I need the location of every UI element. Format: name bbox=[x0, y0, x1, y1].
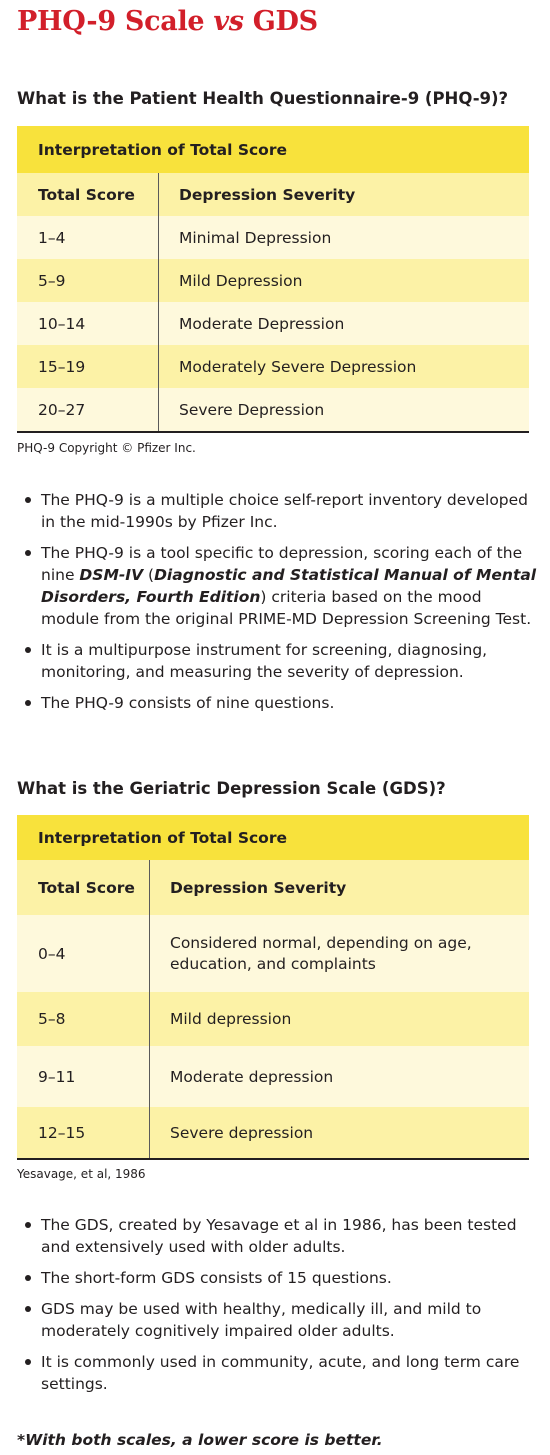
list-item: It is commonly used in community, acute, and long term care settings. bbox=[17, 1351, 537, 1395]
score-cell: 10–14 bbox=[17, 302, 159, 345]
gds-source-caption: Yesavage, et al, 1986 bbox=[17, 1167, 146, 1181]
dsm-full-title-emphasis: Diagnostic and Statistical Manual of Mental Disorders, Fourth Edition bbox=[41, 566, 537, 606]
footnote: *With both scales, a lower score is better. bbox=[17, 1431, 383, 1449]
list-item: The GDS, created by Yesavage et al in 1986, has been tested and extensively used with older adults. bbox=[17, 1214, 537, 1258]
list-item: It is a multipurpose instrument for screening, diagnosing, monitoring, and measuring the severity of depression. bbox=[17, 639, 537, 683]
severity-cell: Minimal Depression bbox=[179, 228, 332, 247]
severity-cell: Moderately Severe Depression bbox=[179, 357, 417, 376]
phq9-score-table bbox=[17, 126, 529, 433]
table-row bbox=[17, 915, 529, 992]
phq9-col-severity-header: Depression Severity bbox=[179, 185, 356, 204]
gds-bullet-list bbox=[17, 1214, 537, 1395]
severity-cell: Moderate Depression bbox=[179, 314, 345, 333]
severity-cell: Mild Depression bbox=[179, 271, 303, 290]
table-row bbox=[17, 345, 529, 388]
phq9-table-title: Interpretation of Total Score bbox=[17, 126, 529, 173]
phq9-bullet-list bbox=[17, 489, 537, 714]
gds-col-score-header: Total Score bbox=[17, 860, 150, 915]
table-row bbox=[17, 1046, 529, 1107]
phq9-question-heading: What is the Patient Health Questionnaire-9 (PHQ-9)? bbox=[17, 89, 509, 108]
severity-cell: Severe depression bbox=[170, 1123, 314, 1142]
score-cell: 1–4 bbox=[17, 216, 159, 259]
list-item: GDS may be used with healthy, medically ill, and mild to moderately cognitively impaired older adults. bbox=[17, 1298, 537, 1342]
phq9-copyright-caption: PHQ-9 Copyright © Pfizer Inc. bbox=[17, 441, 196, 455]
gds-column-header-row bbox=[17, 860, 529, 915]
score-cell: 15–19 bbox=[17, 345, 159, 388]
severity-cell: Severe Depression bbox=[179, 400, 325, 419]
table-row bbox=[17, 1107, 529, 1160]
table-row bbox=[17, 388, 529, 433]
score-cell: 20–27 bbox=[17, 388, 159, 431]
gds-table-title: Interpretation of Total Score bbox=[17, 815, 529, 860]
dsm-iv-emphasis: DSM-IV bbox=[79, 566, 144, 584]
bullet-text: ) criteria based on the mood module from the original PRIME-MD Depression Screening Test. bbox=[41, 588, 532, 628]
severity-cell: Mild depression bbox=[170, 1010, 292, 1028]
list-item bbox=[17, 542, 537, 630]
gds-question-heading: What is the Geriatric Depression Scale (GDS)? bbox=[17, 779, 446, 798]
list-item: The PHQ-9 is a multiple choice self-report inventory developed in the mid-1990s by Pfizer Inc. bbox=[17, 489, 537, 533]
table-row bbox=[17, 259, 529, 302]
severity-cell: Considered normal, depending on age, education, and complaints bbox=[170, 933, 472, 973]
score-cell: 9–11 bbox=[17, 1046, 150, 1107]
list-item: The PHQ-9 consists of nine questions. bbox=[17, 692, 537, 714]
bullet-text: The PHQ-9 is a tool specific to depression, scoring each of the nine bbox=[41, 544, 523, 584]
list-item: The short-form GDS consists of 15 questions. bbox=[17, 1267, 537, 1289]
title-part-1: PHQ-9 Scale bbox=[17, 6, 214, 37]
table-row bbox=[17, 992, 529, 1046]
score-cell: 5–8 bbox=[17, 992, 150, 1046]
title-vs: vs bbox=[213, 6, 244, 37]
gds-score-table bbox=[17, 815, 529, 1160]
phq9-column-header-row bbox=[17, 173, 529, 216]
page-title bbox=[17, 6, 318, 37]
score-cell: 5–9 bbox=[17, 259, 159, 302]
gds-col-severity-header: Depression Severity bbox=[170, 878, 347, 897]
table-row bbox=[17, 216, 529, 259]
title-part-2: GDS bbox=[243, 6, 318, 37]
score-cell: 0–4 bbox=[17, 915, 150, 992]
severity-cell: Moderate depression bbox=[170, 1067, 334, 1086]
score-cell: 12–15 bbox=[17, 1107, 150, 1158]
table-row bbox=[17, 302, 529, 345]
bullet-text: ( bbox=[143, 566, 155, 584]
phq9-col-score-header: Total Score bbox=[17, 173, 159, 216]
